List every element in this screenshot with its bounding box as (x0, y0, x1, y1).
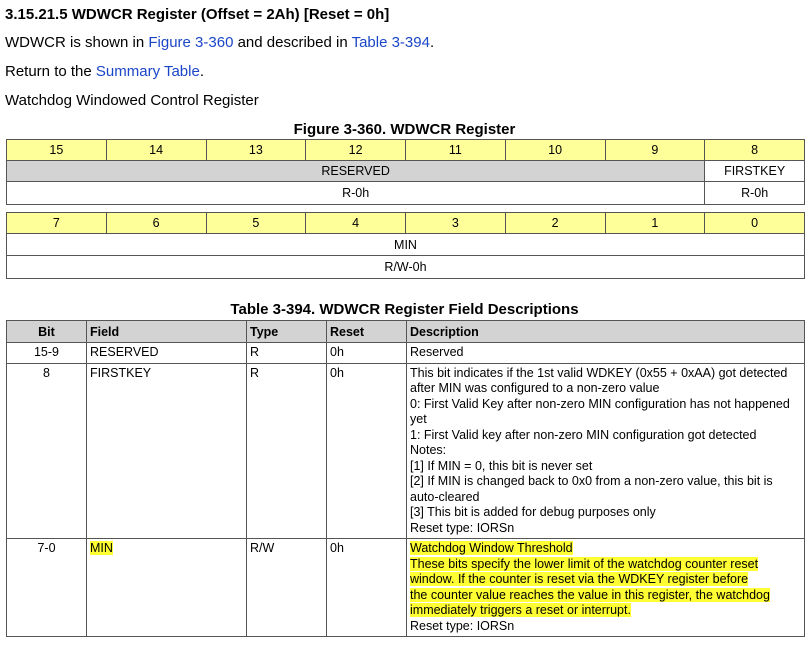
description-line (410, 588, 801, 604)
cell-description (407, 343, 805, 364)
highlighted-text: These bits specify the lower limit of the watchdog counter reset (410, 556, 759, 571)
bit-3: 3 (406, 213, 506, 234)
bit-6: 6 (106, 213, 206, 234)
intro-prefix: WDWCR is shown in (5, 34, 149, 51)
cell-type: R (247, 363, 327, 539)
description-line: auto-cleared (410, 489, 480, 504)
cell-field (87, 539, 247, 637)
bit-7: 7 (7, 213, 107, 234)
highlighted-text: Watchdog Window Threshold (410, 541, 573, 555)
bit-1: 1 (605, 213, 705, 234)
figure-link[interactable]: Figure 3-360 (148, 34, 234, 51)
highlighted-text: the counter value reaches the value in this register, the watchdog (410, 587, 770, 602)
description-line (410, 557, 801, 573)
field-reserved: RESERVED (7, 161, 705, 182)
field-description-table (6, 320, 805, 637)
bit-10: 10 (505, 140, 605, 161)
bit-14: 14 (106, 140, 206, 161)
header-bit: Bit (7, 321, 87, 343)
field-firstkey: FIRSTKEY (705, 161, 805, 182)
bit-5: 5 (206, 213, 306, 234)
description-line: Reserved (410, 345, 464, 359)
cell-type: R/W (247, 539, 327, 637)
cell-field: RESERVED (87, 343, 247, 364)
bit-2: 2 (505, 213, 605, 234)
table-caption: Table 3-394. WDWCR Register Field Descriptions (230, 301, 579, 318)
intro-middle: and described in (233, 34, 352, 51)
return-suffix: . (199, 63, 204, 80)
register-name: Watchdog Windowed Control Register (5, 92, 259, 109)
cell-reset: 0h (327, 539, 407, 637)
cell-description (407, 363, 805, 539)
intro-suffix: . (429, 34, 435, 51)
description-line: Notes: (410, 443, 447, 457)
cell-reset: 0h (327, 343, 407, 364)
cell-bit: 8 (7, 363, 87, 539)
description-line: 1: First Valid key after non-zero MIN configuration got detected (410, 427, 757, 442)
summary-table-link[interactable]: Summary Table (95, 63, 200, 80)
highlighted-text: immediately triggers a reset or interrupt. (410, 603, 631, 617)
bit-0: 0 (705, 213, 805, 234)
bit-12: 12 (306, 140, 406, 161)
highlighted-text: window. If the counter is reset via the WDKEY register before (410, 572, 749, 586)
bit-8: 8 (705, 140, 805, 161)
table-header-row (7, 321, 805, 343)
highlighted-field-name: MIN (90, 541, 113, 555)
bit-15: 15 (7, 140, 107, 161)
description-line: Reset type: IORSn (410, 618, 515, 633)
description-line: [3] This bit is added for debug purposes only (410, 505, 656, 519)
description-line: yet (410, 412, 427, 426)
section-heading: 3.15.21.5 WDWCR Register (Offset = 2Ah) [Reset = 0h] (5, 6, 390, 23)
table-row (7, 363, 805, 539)
header-field: Field (87, 321, 247, 343)
access-reserved: R-0h (7, 182, 705, 205)
bit-13: 13 (206, 140, 306, 161)
bit-9: 9 (605, 140, 705, 161)
bit-4: 4 (306, 213, 406, 234)
description-line: after MIN was configured to a non-zero value (410, 381, 660, 395)
table-row (7, 539, 805, 637)
cell-description (407, 539, 805, 637)
cell-bit: 7-0 (7, 539, 87, 637)
cell-type: R (247, 343, 327, 364)
description-line (410, 541, 801, 557)
description-line: [2] If MIN is changed back to 0x0 from a non-zero value, this bit is (410, 474, 773, 488)
return-prefix: Return to the (5, 63, 96, 80)
field-min: MIN (7, 234, 805, 256)
description-line: 0: First Valid Key after non-zero MIN configuration has not happened (410, 396, 790, 411)
cell-field: FIRSTKEY (87, 363, 247, 539)
access-min: R/W-0h (7, 256, 805, 279)
access-firstkey: R-0h (705, 182, 805, 205)
intro-paragraph (5, 34, 434, 51)
figure-caption: Figure 3-360. WDWCR Register (293, 121, 516, 138)
cell-bit: 15-9 (7, 343, 87, 364)
table-link[interactable]: Table 3-394 (351, 34, 430, 51)
description-line (410, 572, 801, 588)
table-row (7, 343, 805, 364)
cell-reset: 0h (327, 363, 407, 539)
bit-11: 11 (406, 140, 506, 161)
description-line: This bit indicates if the 1st valid WDKEY (0x55 + 0xAA) got detected (410, 365, 788, 380)
header-reset: Reset (327, 321, 407, 343)
description-line: Reset type: IORSn (410, 520, 515, 535)
header-type: Type (247, 321, 327, 343)
header-description: Description (407, 321, 805, 343)
return-paragraph (5, 63, 204, 80)
register-diagram-lower (6, 212, 805, 279)
description-line: [1] If MIN = 0, this bit is never set (410, 458, 593, 473)
description-line (410, 603, 801, 619)
register-diagram-upper (6, 139, 805, 205)
